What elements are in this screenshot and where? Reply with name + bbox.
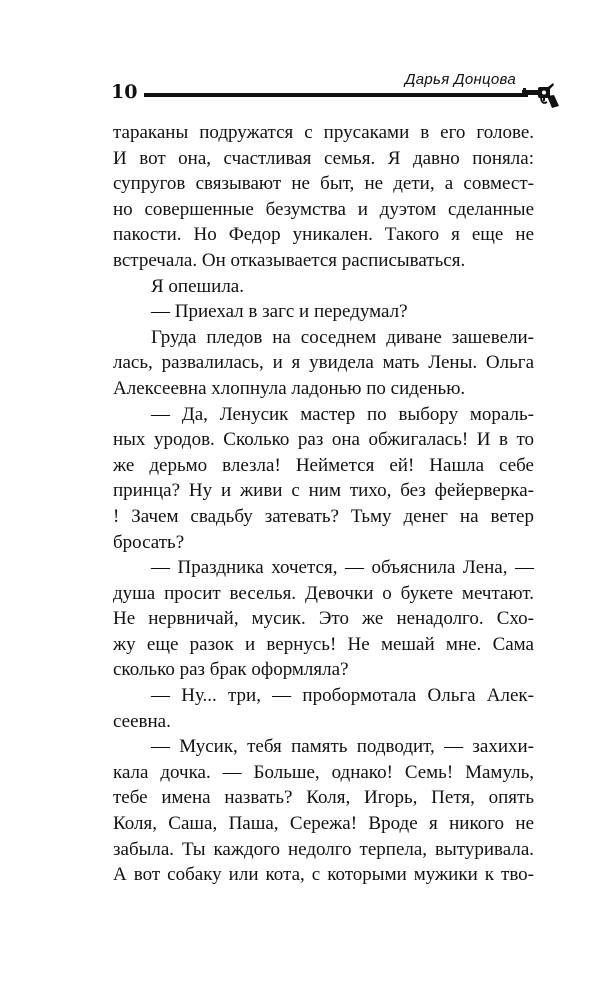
text-line: — Мусик, тебя память подводит, — захихи- bbox=[151, 736, 534, 758]
text-line: Алексеевна хлопнула ладонью по сиденью. bbox=[113, 377, 466, 399]
text-line: бросать? bbox=[113, 531, 185, 553]
text-line: ! Зачем свадьбу затевать? Тьму денег на ветер bbox=[113, 505, 534, 527]
page-number: 10 bbox=[111, 81, 138, 103]
text-line: жу еще разок и вернусь! Не мешай мне. Сама bbox=[113, 633, 534, 655]
text-line: сеевна. bbox=[113, 710, 171, 732]
text-line: — Да, Ленусик мастер по выбору мораль- bbox=[151, 403, 534, 425]
text-line: — Приехал в загс и передумал? bbox=[151, 301, 408, 323]
header-rule bbox=[144, 93, 528, 97]
text-line: Груда пледов на соседнем диване зашевели- bbox=[151, 326, 534, 348]
text-line: — Праздника хочется, — объяснила Лена, — bbox=[151, 557, 534, 579]
text-line: И вот она, счастливая семья. Я давно поняла: bbox=[113, 147, 534, 169]
text-line: сколько раз брак оформляла? bbox=[113, 659, 349, 681]
text-line: Я опешила. bbox=[151, 275, 244, 297]
text-line: принца? Ну и живи с ним тихо, без фейерверка- bbox=[113, 480, 534, 502]
running-title-author: Дарья Донцова bbox=[404, 71, 516, 88]
text-line: А вот собаку или кота, с которыми мужики к тво- bbox=[113, 864, 534, 886]
text-line: Не нервничай, мусик. Это же ненадолго. Схо- bbox=[113, 608, 534, 630]
text-line: ных уродов. Сколько раз она обжигалась! И в то bbox=[113, 429, 534, 451]
page-header bbox=[110, 64, 560, 112]
text-line: тебе имена назвать? Коля, Игорь, Петя, опять bbox=[113, 787, 534, 809]
text-line: забыла. Ты каждого недолго терпела, вытуривала. bbox=[113, 838, 534, 860]
text-line: тараканы подружатся с прусаками в его голове. bbox=[113, 122, 534, 143]
text-line: Коля, Саша, Паша, Сережа! Вроде я никого не bbox=[113, 813, 534, 835]
text-line: лась, развалилась, и я увидела мать Лены. Ольга bbox=[113, 352, 534, 374]
revolver-icon bbox=[520, 78, 562, 110]
text-line: встречала. Он отказывается расписываться. bbox=[113, 249, 466, 271]
text-line: душа просит веселья. Девочки о букете мечтают. bbox=[113, 582, 534, 604]
text-line: супругов связывают не быт, не дети, а совмест- bbox=[113, 173, 534, 195]
text-line: но совершенные безумства и дуэтом сделанные bbox=[113, 198, 534, 220]
text-line: пакости. Но Федор уникален. Такого я еще не bbox=[113, 224, 534, 246]
body-text bbox=[113, 120, 534, 888]
text-line: — Ну... три, — пробормотала Ольга Алек- bbox=[151, 685, 534, 707]
text-line: кала дочка. — Больше, однако! Семь! Мамуль, bbox=[113, 761, 534, 783]
text-line: же дерьмо влезла! Неймется ей! Нашла себе bbox=[113, 454, 534, 476]
